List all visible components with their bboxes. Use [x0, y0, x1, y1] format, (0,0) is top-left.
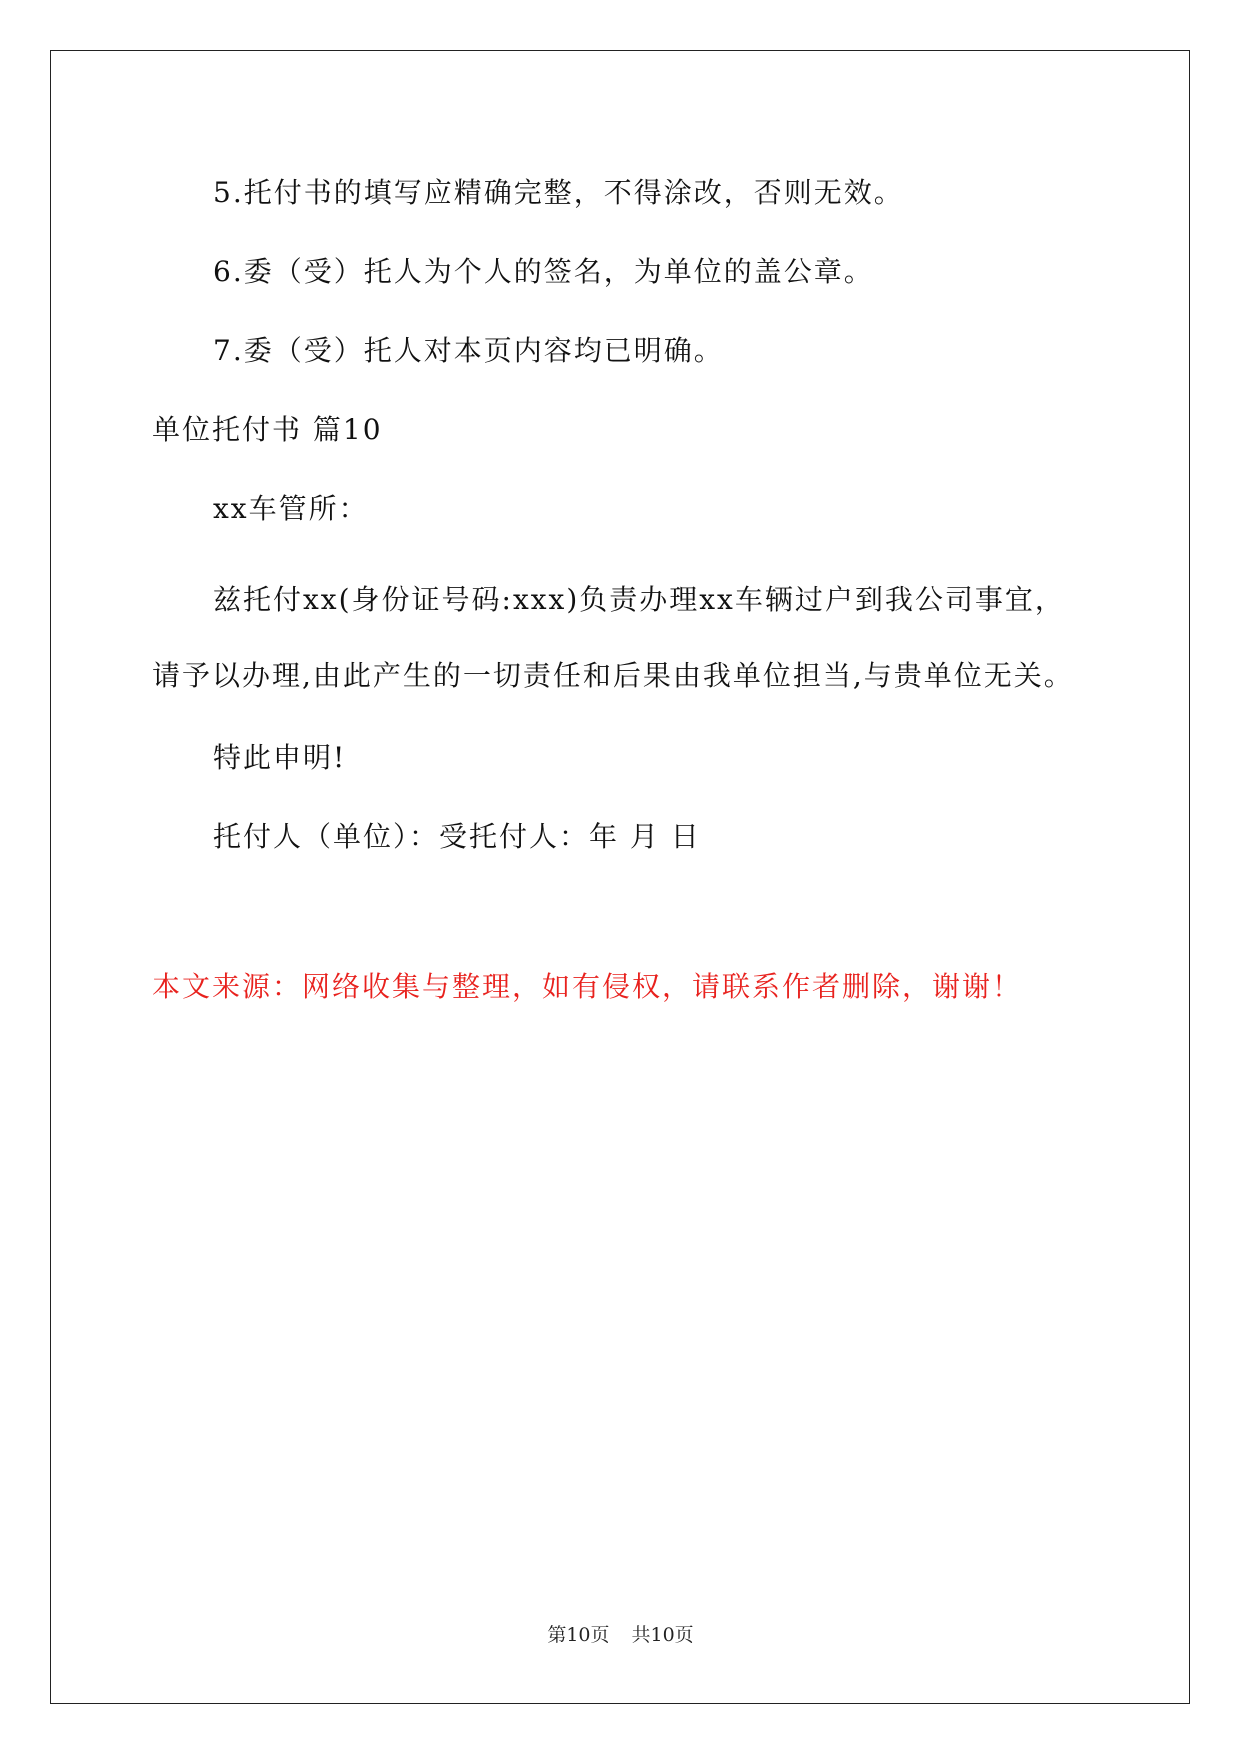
- page-number: 第10页: [547, 1624, 610, 1646]
- declaration: 特此申明!: [213, 741, 347, 774]
- page-total: 共10页: [631, 1624, 694, 1646]
- page-border: [50, 50, 1190, 1704]
- body-paragraph-line-2: 请予以办理,由此产生的一切责任和后果由我单位担当,与贵单位无关。: [152, 659, 1074, 692]
- addressee: xx车管所：: [213, 492, 369, 525]
- item-7: 7.委（受）托人对本页内容均已明确。: [213, 334, 724, 367]
- page-footer: [0, 1622, 1241, 1648]
- signature-line: 托付人（单位）：受托付人：年 月 日: [213, 820, 701, 853]
- item-5: 5.托付书的填写应精确完整，不得涂改，否则无效。: [213, 176, 904, 209]
- body-paragraph-line-1: 兹托付xx(身份证号码:xxx)负责办理xx车辆过户到我公司事宜，: [213, 583, 1065, 616]
- section-title: 单位托付书 篇10: [152, 413, 383, 446]
- item-6: 6.委（受）托人为个人的签名，为单位的盖公章。: [213, 255, 874, 288]
- source-note: 本文来源：网络收集与整理，如有侵权，请联系作者删除，谢谢！: [152, 970, 1023, 1003]
